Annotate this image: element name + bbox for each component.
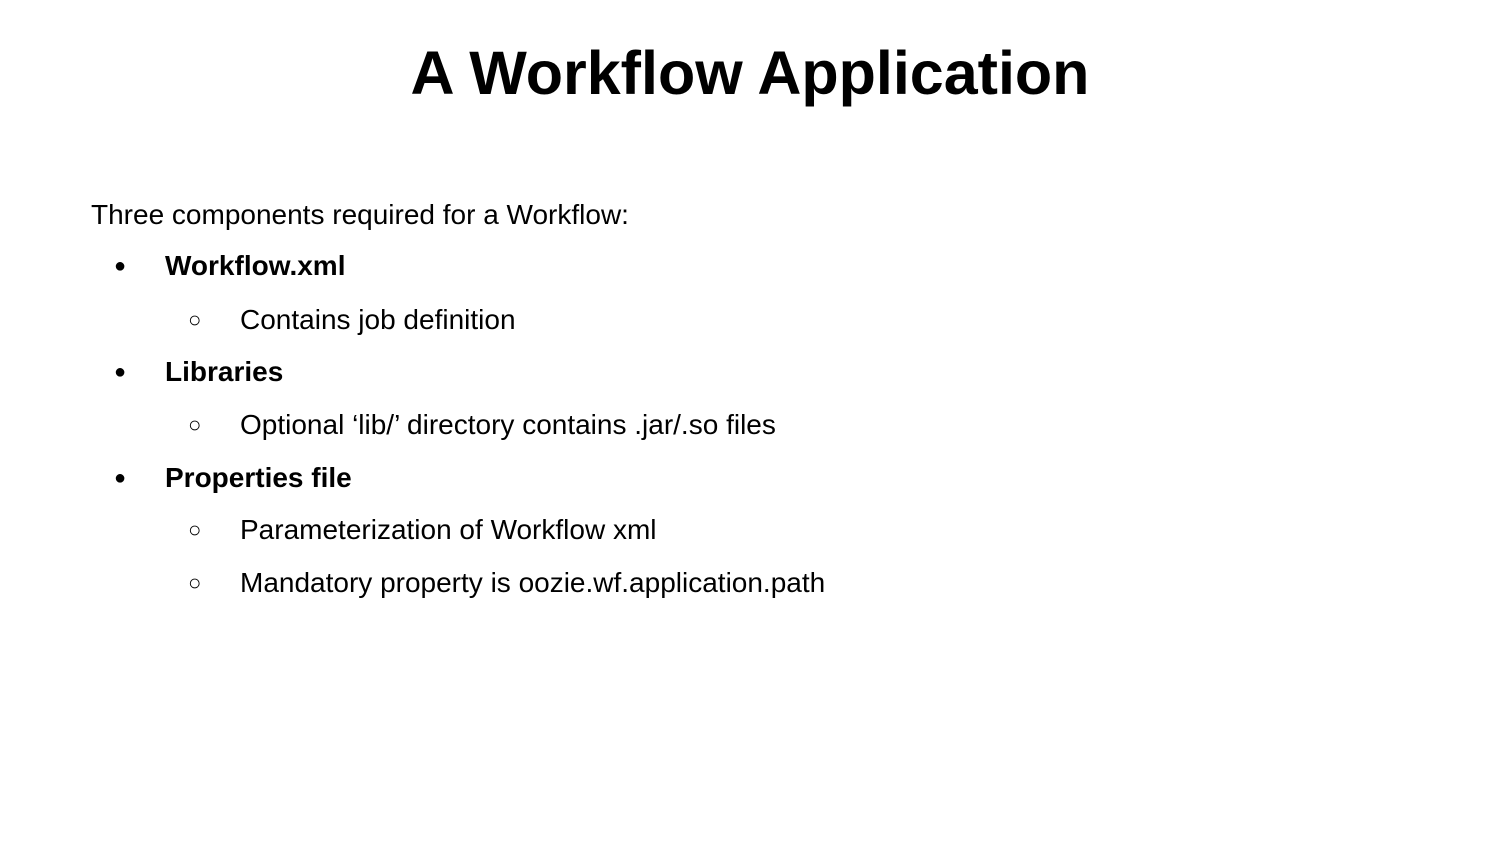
bullet-icon: ● xyxy=(114,255,127,277)
sub-bullet-icon: ○ xyxy=(188,307,202,332)
intro-text: Three components required for a Workflow: xyxy=(91,199,629,230)
list-item-label: Libraries xyxy=(165,356,284,387)
sub-list-item-text: Mandatory property is oozie.wf.application.path xyxy=(240,567,826,598)
sub-bullet-icon: ○ xyxy=(188,570,202,595)
bullet-icon: ● xyxy=(114,361,127,383)
sub-list-item-text: Optional ‘lib/’ directory contains .jar/.so files xyxy=(240,409,776,440)
list-item-label: Workflow.xml xyxy=(165,250,346,281)
bullet-icon: ● xyxy=(114,467,127,489)
sub-bullet-icon: ○ xyxy=(188,517,202,542)
list-item-label: Properties file xyxy=(165,462,352,493)
sub-bullet-icon: ○ xyxy=(188,412,202,437)
sub-list-item-text: Parameterization of Workflow xml xyxy=(240,514,657,545)
sub-list-item-text: Contains job definition xyxy=(240,304,516,335)
slide-title: A Workflow Application xyxy=(410,39,1090,107)
